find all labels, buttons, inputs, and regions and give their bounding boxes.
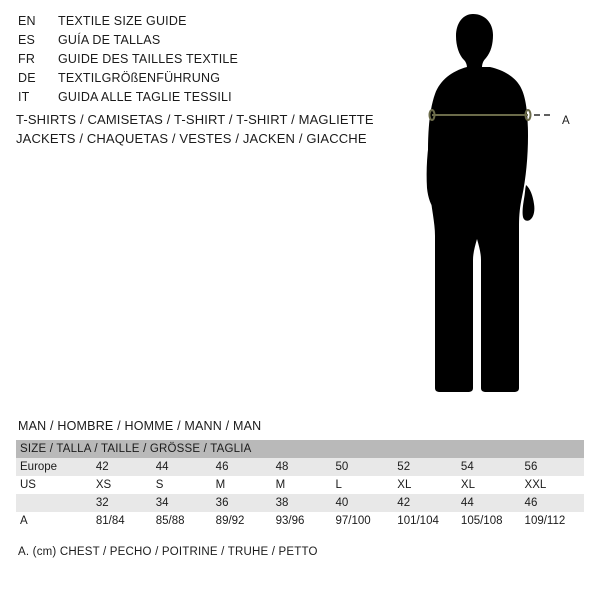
cell: 93/96 [275, 515, 305, 527]
cell: XXL [524, 479, 547, 491]
language-text: TEXTILGRÖßENFÜHRUNG [58, 71, 221, 85]
language-code: DE [18, 71, 36, 85]
category-list [16, 110, 396, 148]
language-text: TEXTILE SIZE GUIDE [58, 14, 187, 28]
category-jackets: JACKETS / CHAQUETAS / VESTES / JACKEN / GIACCHE [16, 131, 367, 146]
cell: 97/100 [335, 515, 371, 527]
table-header-row [16, 440, 584, 458]
cell: M [275, 479, 286, 491]
language-text: GUIDA ALLE TAGLIE TESSILI [58, 90, 232, 104]
cell: 40 [335, 497, 349, 509]
table-row [16, 494, 584, 512]
language-row [18, 71, 378, 90]
figure-illustration [400, 10, 600, 410]
cell: 85/88 [155, 515, 185, 527]
cell: 44 [460, 497, 474, 509]
language-code: IT [18, 90, 30, 104]
row-label: US [20, 479, 36, 491]
row-label: A [20, 515, 28, 527]
language-row [18, 33, 378, 52]
footnote: A. (cm) CHEST / PECHO / POITRINE / TRUHE / PETTO [18, 546, 318, 558]
cell: 34 [155, 497, 169, 509]
language-code: FR [18, 52, 36, 66]
row-label [16, 494, 92, 512]
language-text: GUÍA DE TALLAS [58, 33, 161, 47]
cell: 46 [524, 497, 538, 509]
language-list [18, 14, 378, 109]
cell: S [155, 479, 164, 491]
language-row [18, 52, 378, 71]
cell: 101/104 [397, 515, 439, 527]
language-code: EN [18, 14, 36, 28]
cell: 44 [155, 461, 169, 473]
cell: M [215, 479, 226, 491]
language-row [18, 90, 378, 109]
cell: XL [460, 479, 475, 491]
table-section-title: MAN / HOMBRE / HOMME / MANN / MAN [18, 419, 262, 433]
table-row [16, 458, 584, 476]
cell: 81/84 [95, 515, 125, 527]
language-code: ES [18, 33, 36, 47]
cell: 105/108 [460, 515, 503, 527]
table-row [16, 476, 584, 494]
language-text: GUIDE DES TAILLES TEXTILE [58, 52, 239, 66]
cell: 56 [524, 461, 538, 473]
cell: XS [95, 479, 112, 491]
cell: 54 [460, 461, 474, 473]
cell: 46 [215, 461, 229, 473]
cell: 109/112 [524, 515, 566, 527]
male-silhouette-icon [400, 10, 600, 410]
cell: 36 [215, 497, 229, 509]
cell: XL [397, 479, 412, 491]
cell: 89/92 [215, 515, 245, 527]
cell: 48 [275, 461, 289, 473]
table-header-label: SIZE / TALLA / TAILLE / GRÖSSE / TAGLIA [20, 443, 252, 455]
cell: 42 [95, 461, 109, 473]
table-row [16, 512, 584, 530]
cell: 52 [397, 461, 411, 473]
size-table [16, 440, 584, 530]
row-label: Europe [20, 461, 58, 473]
language-row [18, 14, 378, 33]
measure-label-a: A [562, 115, 570, 127]
cell: 38 [275, 497, 289, 509]
category-tshirts: T-SHIRTS / CAMISETAS / T-SHIRT / T-SHIRT / MAGLIETTE [16, 112, 374, 127]
cell: 32 [95, 497, 109, 509]
cell: L [335, 479, 342, 491]
cell: 42 [397, 497, 411, 509]
cell: 50 [335, 461, 349, 473]
